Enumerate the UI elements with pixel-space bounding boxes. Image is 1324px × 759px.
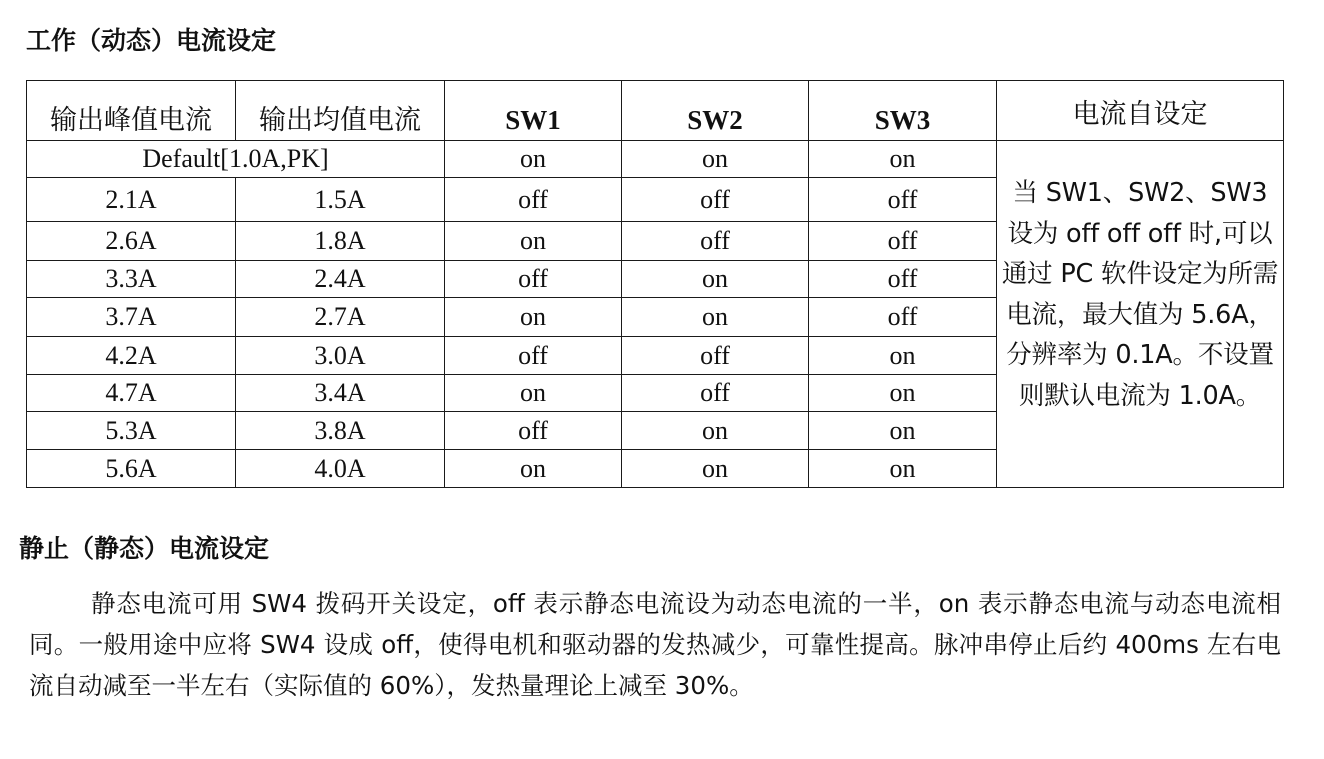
cell-peak: 4.7A: [27, 375, 236, 412]
cell-sw1: off: [445, 178, 622, 222]
cell-sw3: on: [809, 375, 997, 412]
cell-default-label: Default[1.0A,PK]: [27, 141, 445, 178]
static-current-paragraph: 静态电流可用 SW4 拨码开关设定，off 表示静态电流设为动态电流的一半，on 表示静态电流与动态电流相同。一般用途中应将 SW4 设成 off，使得电机和驱动器的发热减少，可靠性提高。脉冲串停止后约 400ms 左右电流自动减至一半左右（实际值的 60%），发热量理论上减至 30%。: [29, 589, 1281, 700]
table-header-row: [27, 81, 1284, 141]
cell-avg: 3.8A: [236, 412, 445, 450]
cell-sw1: off: [445, 412, 622, 450]
cell-sw2: off: [622, 222, 809, 261]
cell-sw3: off: [809, 261, 997, 298]
custom-current-note: 当 SW1、SW2、SW3 设为 off off off 时,可以通过 PC 软件设定为所需电流，最大值为 5.6A，分辨率为 0.1A。不设置则默认电流为 1.0A。: [997, 141, 1284, 488]
cell-avg: 2.7A: [236, 298, 445, 337]
cell-sw2: on: [622, 141, 809, 178]
header-sw1: SW1: [445, 81, 622, 141]
cell-avg: 3.4A: [236, 375, 445, 412]
section-title-dynamic-current: 工作（动态）电流设定: [26, 26, 277, 55]
cell-peak: 3.7A: [27, 298, 236, 337]
cell-avg: 4.0A: [236, 450, 445, 488]
header-average-current: 输出均值电流: [236, 81, 445, 141]
cell-avg: 2.4A: [236, 261, 445, 298]
cell-peak: 2.6A: [27, 222, 236, 261]
cell-avg: 1.5A: [236, 178, 445, 222]
header-sw2: SW2: [622, 81, 809, 141]
header-custom-current: 电流自设定: [997, 81, 1284, 141]
cell-sw2: on: [622, 261, 809, 298]
cell-sw1: on: [445, 298, 622, 337]
cell-sw3: on: [809, 412, 997, 450]
cell-sw3: off: [809, 178, 997, 222]
cell-sw1: on: [445, 141, 622, 178]
cell-sw2: off: [622, 178, 809, 222]
cell-sw3: off: [809, 222, 997, 261]
cell-sw1: on: [445, 450, 622, 488]
cell-avg: 3.0A: [236, 337, 445, 375]
cell-peak: 2.1A: [27, 178, 236, 222]
cell-sw1: on: [445, 375, 622, 412]
cell-sw3: off: [809, 298, 997, 337]
cell-sw2: on: [622, 412, 809, 450]
cell-sw2: on: [622, 450, 809, 488]
cell-peak: 5.6A: [27, 450, 236, 488]
header-sw3: SW3: [809, 81, 997, 141]
cell-sw1: on: [445, 222, 622, 261]
cell-peak: 4.2A: [27, 337, 236, 375]
cell-sw1: off: [445, 261, 622, 298]
cell-peak: 5.3A: [27, 412, 236, 450]
cell-sw3: on: [809, 337, 997, 375]
cell-sw2: off: [622, 337, 809, 375]
cell-peak: 3.3A: [27, 261, 236, 298]
cell-sw3: on: [809, 450, 997, 488]
cell-sw2: on: [622, 298, 809, 337]
cell-sw1: off: [445, 337, 622, 375]
header-peak-current: 输出峰值电流: [27, 81, 236, 141]
table-row-default: [27, 141, 1284, 178]
cell-sw3: on: [809, 141, 997, 178]
section-title-static-current: 静止（静态）电流设定: [19, 534, 270, 563]
current-setting-table: [26, 80, 1284, 488]
cell-avg: 1.8A: [236, 222, 445, 261]
cell-sw2: off: [622, 375, 809, 412]
